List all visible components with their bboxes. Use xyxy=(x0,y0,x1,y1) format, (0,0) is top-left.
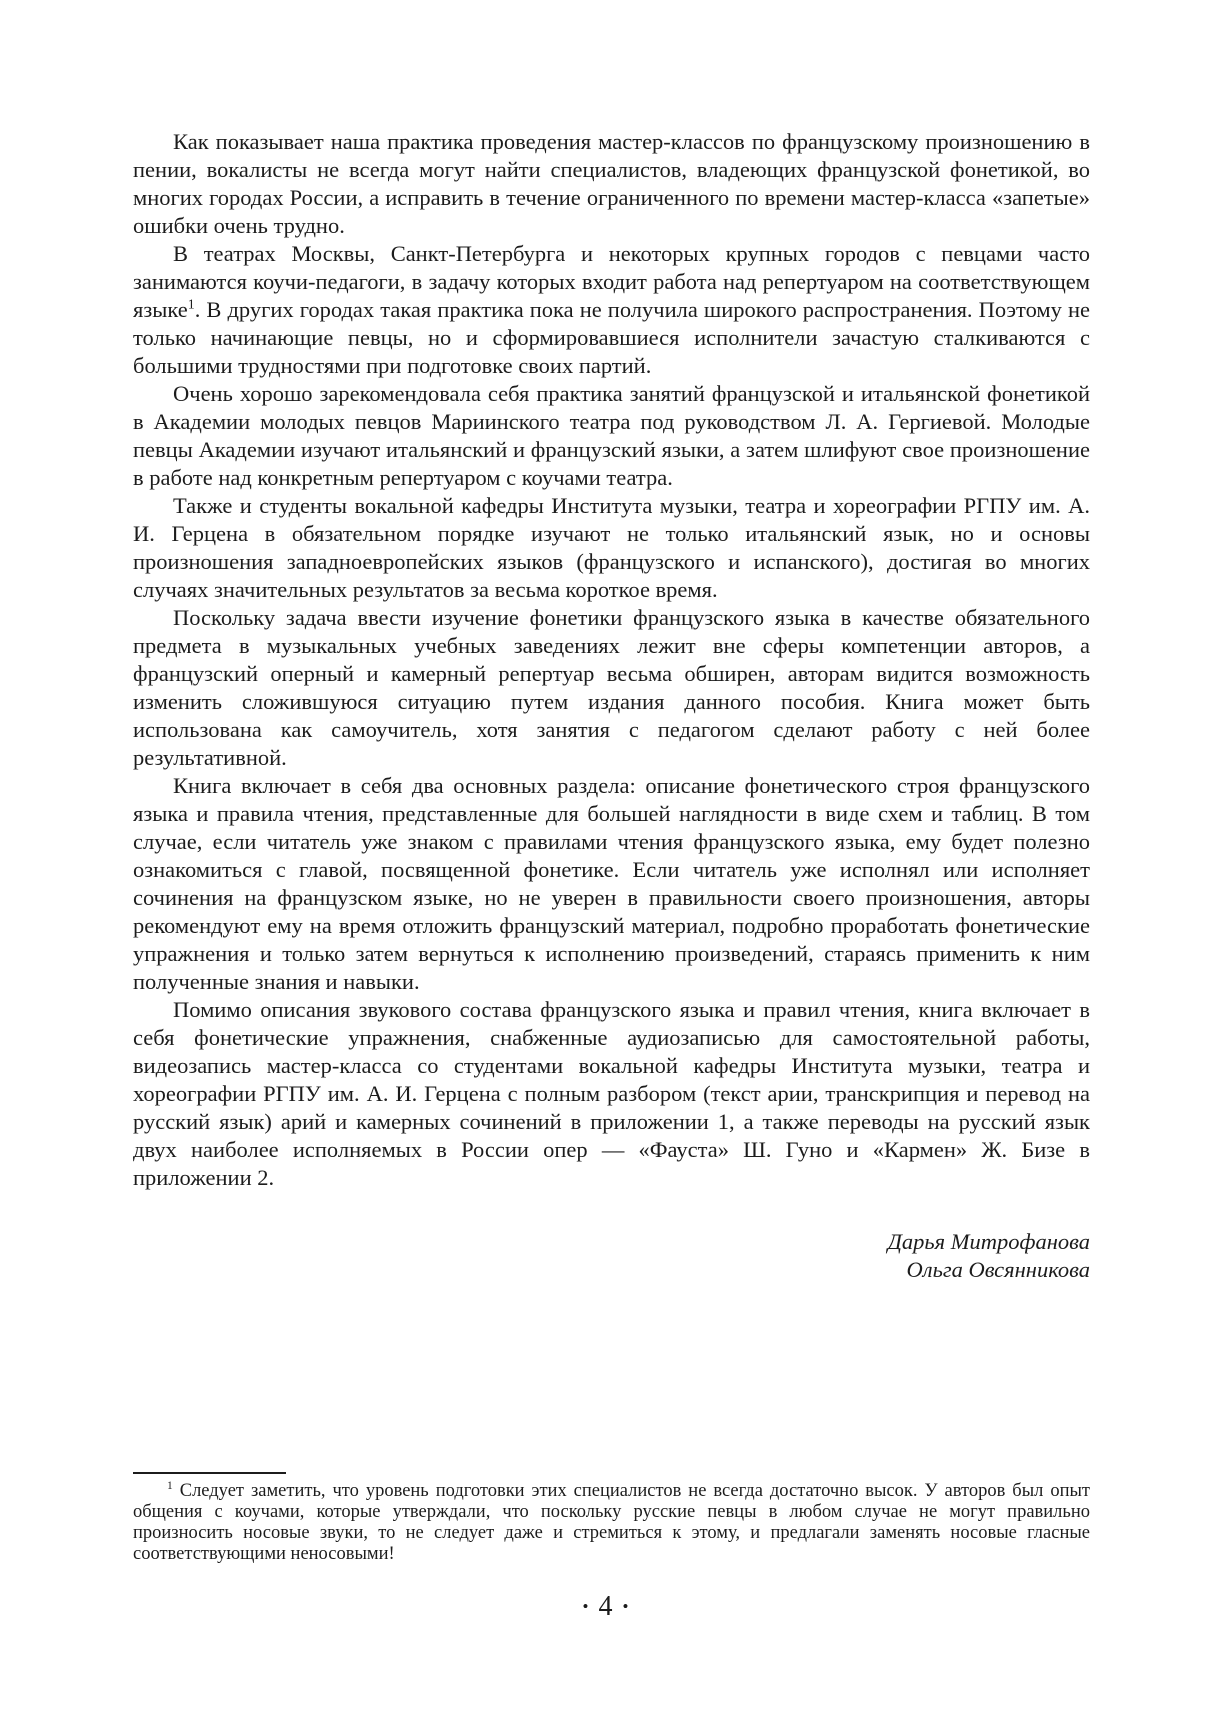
footnote-marker: 1 xyxy=(167,1479,173,1492)
paragraphs-container xyxy=(133,128,1090,1192)
footnote-rule xyxy=(133,1472,286,1474)
author-name: Ольга Овсянникова xyxy=(906,1257,1090,1282)
body-paragraph: Очень хорошо зарекомендовала себя практика занятий французской и итальянской фонетикой в Академии молодых певцов Мариинского театра под руководством Л. А. Гергиевой. Молодые певцы Академии изучают итальянский и французский языки, а затем шлифуют свое произношение в работе над конкретным репертуаром с коучами театра. xyxy=(133,381,1090,490)
body-paragraph: Помимо описания звукового состава французского языка и правил чтения, книга включает в себя фонетические упражнения, снабженные аудиозаписью для самостоятельной работы, видеозапись мастер-класса со студентами вокальной кафедры Института музыки, театра и хореографии РГПУ им. А. И. Герцена с полным разбором (текст арии, транскрипция и перевод на русский язык) арий и камерных сочинений в приложении 1, а также переводы на русский язык двух наиболее исполняемых в России опер — «Фауста» Ш. Гуно и «Кармен» Ж. Бизе в приложении 2. xyxy=(133,997,1090,1190)
author-name: Дарья Митрофанова xyxy=(887,1229,1090,1254)
page-number-value: 4 xyxy=(598,1591,613,1622)
footnote-section xyxy=(133,1472,1090,1565)
footnote-text xyxy=(133,1481,1090,1565)
body-paragraph: Также и студенты вокальной кафедры Института музыки, театра и хореографии РГПУ им. А. И. Герцена в обязательном порядке изучают не только итальянский язык, но и основы произношения западноевропейских языков (французского и испанского), достигая во многих случаях значительных результатов за весьма короткое время. xyxy=(133,493,1090,602)
body-paragraph: Поскольку задача ввести изучение фонетики французского языка в качестве обязательного предмета в музыкальных учебных заведениях лежит вне сферы компетенции авторов, а французский оперный и камерный репертуар весьма обширен, авторам видится возможность изменить сложившуюся ситуацию путем издания данного пособия. Книга может быть использована как самоучитель, хотя занятия с педагогом сделают работу с ней более результативной. xyxy=(133,605,1090,770)
bullet-icon: • xyxy=(622,1597,629,1616)
body-paragraph: В театрах Москвы, Санкт-Петербурга и некоторых крупных городов с певцами часто занимаются коучи-педагоги, в задачу которых входит работа над репертуаром на соответствующем языке$^1$. В других городах такая практика пока не получила широкого распространения. Поэтому не только начинающие певцы, но и сформировавшиеся исполнители зачастую сталкиваются с большими трудностями при подготовке своих партий. xyxy=(133,241,1090,378)
body-paragraph: Как показывает наша практика проведения мастер-классов по французскому произношению в пении, вокалисты не всегда могут найти специалистов, владеющих французской фонетикой, во многих городах России, а исправить в течение ограниченного по времени мастер-класса «запетые» ошибки очень трудно. xyxy=(133,129,1090,238)
footnote-body: Следует заметить, что уровень подготовки этих специалистов не всегда достаточно высок. У авторов был опыт общения с коучами, которые утверждали, что поскольку русские певцы в любом случае не могут правильно произносить носовые звуки, то не следует даже и стремиться к этому, и предлагали заменять носовые гласные соответствующими неносовыми! xyxy=(133,1481,1090,1564)
bullet-icon: • xyxy=(582,1597,589,1616)
authors-block xyxy=(888,1228,1090,1284)
body-text xyxy=(133,128,1090,1192)
page-number xyxy=(0,1592,1211,1622)
body-paragraph: Книга включает в себя два основных раздела: описание фонетического строя французского языка и правила чтения, представленные для большей наглядности в виде схем и таблиц. В том случае, если читатель уже знаком с правилами чтения французского языка, ему будет полезно ознакомиться с главой, посвященной фонетике. Если читатель уже исполнял или исполняет сочинения на французском языке, но не уверен в правильности своего произношения, авторы рекомендуют ему на время отложить французский материал, подробно проработать фонетические упражнения и только затем вернуться к исполнению произведений, стараясь применить к ним полученные знания и навыки. xyxy=(133,773,1090,994)
footnote-ref: 1 xyxy=(187,297,195,313)
